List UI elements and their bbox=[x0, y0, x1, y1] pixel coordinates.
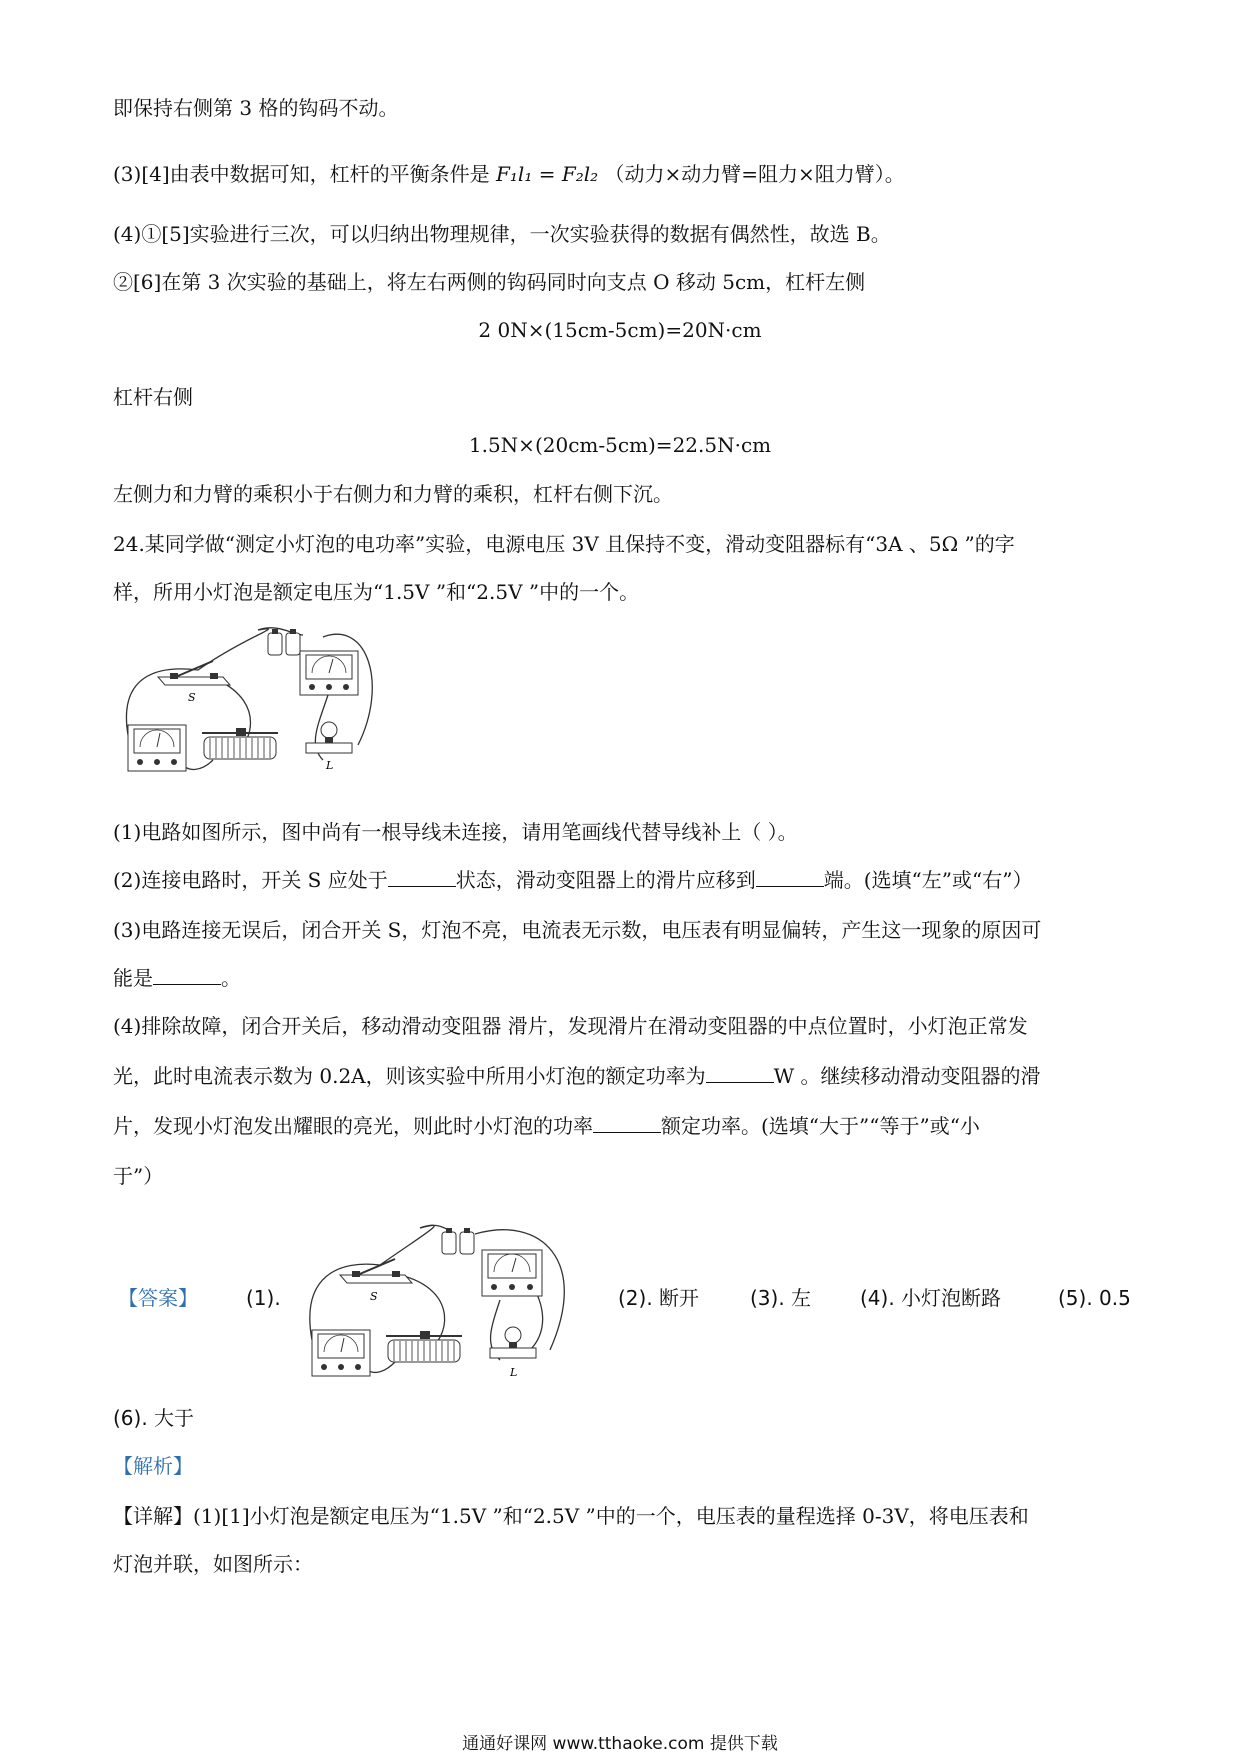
part-3-b-b: 。 bbox=[221, 966, 241, 990]
lamp-label: L bbox=[510, 1366, 518, 1379]
part-4-b-b: W 。继续移动滑动变阻器的滑 bbox=[773, 1064, 1041, 1088]
answer-tag: 【答案】 bbox=[118, 1286, 198, 1310]
detail-line-1-text: (1)[1]小灯泡是额定电压为“1.5V ”和“2.5V ”中的一个，电压表的量程选择 0-3V，将电压表和 bbox=[193, 1504, 1029, 1528]
switch-label: S bbox=[370, 1290, 378, 1303]
part-4-c-a: 片，发现小灯泡发出耀眼的亮光，则此时小灯泡的功率 bbox=[113, 1114, 593, 1138]
answer-circuit-diagram bbox=[300, 1220, 590, 1390]
lamp-label: L bbox=[326, 759, 334, 772]
question-24-line-1: 24.某同学做“测定小灯泡的电功率”实验，电源电压 3V 且保持不变，滑动变阻器标有“3A 、5Ω ”的字 bbox=[113, 532, 1015, 556]
text-line-6: 左侧力和力臂的乘积小于右侧力和力臂的乘积，杠杆右侧下沉。 bbox=[113, 482, 673, 506]
answer-item-6: (6). 大于 bbox=[113, 1406, 195, 1430]
balance-formula: F₁l₁ = F₂l₂ bbox=[496, 162, 599, 186]
rheostat-icon bbox=[386, 1331, 462, 1362]
part-2-a: (2)连接电路时，开关 S 应处于 bbox=[113, 868, 388, 892]
battery-icon bbox=[442, 1228, 474, 1254]
answer-item-2: (2). 断开 bbox=[618, 1286, 700, 1310]
circuit-diagram bbox=[118, 625, 408, 783]
part-4-line-2 bbox=[113, 1062, 1041, 1090]
answer-blank bbox=[756, 866, 824, 887]
part-2-text bbox=[113, 866, 1032, 894]
answer-item-4: (4). 小灯泡断路 bbox=[860, 1286, 1002, 1310]
part-2-c: 端。(选填“左”或“右”） bbox=[823, 868, 1033, 892]
text-line-3: (4)①[5]实验进行三次，可以归纳出物理规律，一次实验获得的数据有偶然性，故选 B。 bbox=[113, 222, 891, 246]
question-24-line-2: 样，所用小灯泡是额定电压为“1.5V ”和“2.5V ”中的一个。 bbox=[113, 580, 640, 604]
part-4-b-a: 光，此时电流表示数为 0.2A，则该实验中所用小灯泡的额定功率为 bbox=[113, 1064, 706, 1088]
voltmeter-icon bbox=[300, 651, 358, 695]
detail-line-2: 灯泡并联，如图所示： bbox=[113, 1552, 313, 1576]
equation-1: 2 0N×(15cm-5cm)=20N·cm bbox=[478, 318, 762, 342]
battery-icon bbox=[268, 629, 300, 655]
text-line-5: 杠杆右侧 bbox=[113, 385, 193, 409]
part-2-b: 状态，滑动变阻器上的滑片应移到 bbox=[455, 868, 756, 892]
detail-line-1 bbox=[113, 1502, 1029, 1530]
rheostat-icon bbox=[202, 728, 278, 759]
switch-icon bbox=[158, 661, 230, 685]
switch-icon bbox=[340, 1259, 412, 1283]
answer-item-3: (3). 左 bbox=[750, 1286, 812, 1310]
part-3-line-1: (3)电路连接无误后，闭合开关 S，灯泡不亮，电流表无示数，电压表有明显偏转，产生这一现象的原因可 bbox=[113, 918, 1042, 942]
answer-blank bbox=[388, 866, 456, 887]
page-footer: 通通好课网 www.tthaoke.com 提供下载 bbox=[462, 1734, 778, 1754]
part-1-text: (1)电路如图所示，图中尚有一根导线未连接，请用笔画线代替导线补上（ ）。 bbox=[113, 820, 798, 844]
answer-blank bbox=[153, 964, 221, 985]
text-line-2-post: （动力×动力臂=阻力×阻力臂）。 bbox=[604, 162, 905, 186]
ammeter-icon bbox=[312, 1330, 370, 1376]
text-line-1: 即保持右侧第 3 格的钩码不动。 bbox=[113, 96, 399, 120]
text-line-4: ②[6]在第 3 次实验的基础上，将左右两侧的钩码同时向支点 O 移动 5cm，杠杆左侧 bbox=[113, 270, 866, 294]
text-line-2-pre: (3)[4]由表中数据可知，杠杆的平衡条件是 bbox=[113, 162, 490, 186]
answer-blank bbox=[593, 1112, 661, 1133]
analysis-tag: 【解析】 bbox=[113, 1454, 193, 1478]
part-4-line-3 bbox=[113, 1112, 980, 1140]
equation-2: 1.5N×(20cm-5cm)=22.5N·cm bbox=[468, 433, 772, 457]
part-4-line-4: 于”） bbox=[113, 1164, 164, 1188]
voltmeter-icon bbox=[482, 1250, 542, 1296]
lamp-icon bbox=[490, 1327, 536, 1358]
part-4-c-b: 额定功率。(选填“大于”“等于”或“小 bbox=[661, 1114, 980, 1138]
part-4-line-1: (4)排除故障，闭合开关后，移动滑动变阻器 滑片，发现滑片在滑动变阻器的中点位置时，小灯泡正常发 bbox=[113, 1014, 1028, 1038]
ammeter-icon bbox=[128, 725, 186, 771]
answer-item-1: (1). bbox=[246, 1286, 281, 1310]
detail-tag: 【详解】 bbox=[113, 1504, 193, 1528]
switch-label: S bbox=[188, 691, 196, 704]
text-line-2 bbox=[113, 160, 905, 188]
part-3-b-a: 能是 bbox=[113, 966, 153, 990]
lamp-icon bbox=[306, 722, 352, 753]
part-3-line-2 bbox=[113, 964, 241, 992]
answer-blank bbox=[706, 1062, 774, 1083]
answer-item-5: (5). 0.5 bbox=[1058, 1286, 1131, 1310]
